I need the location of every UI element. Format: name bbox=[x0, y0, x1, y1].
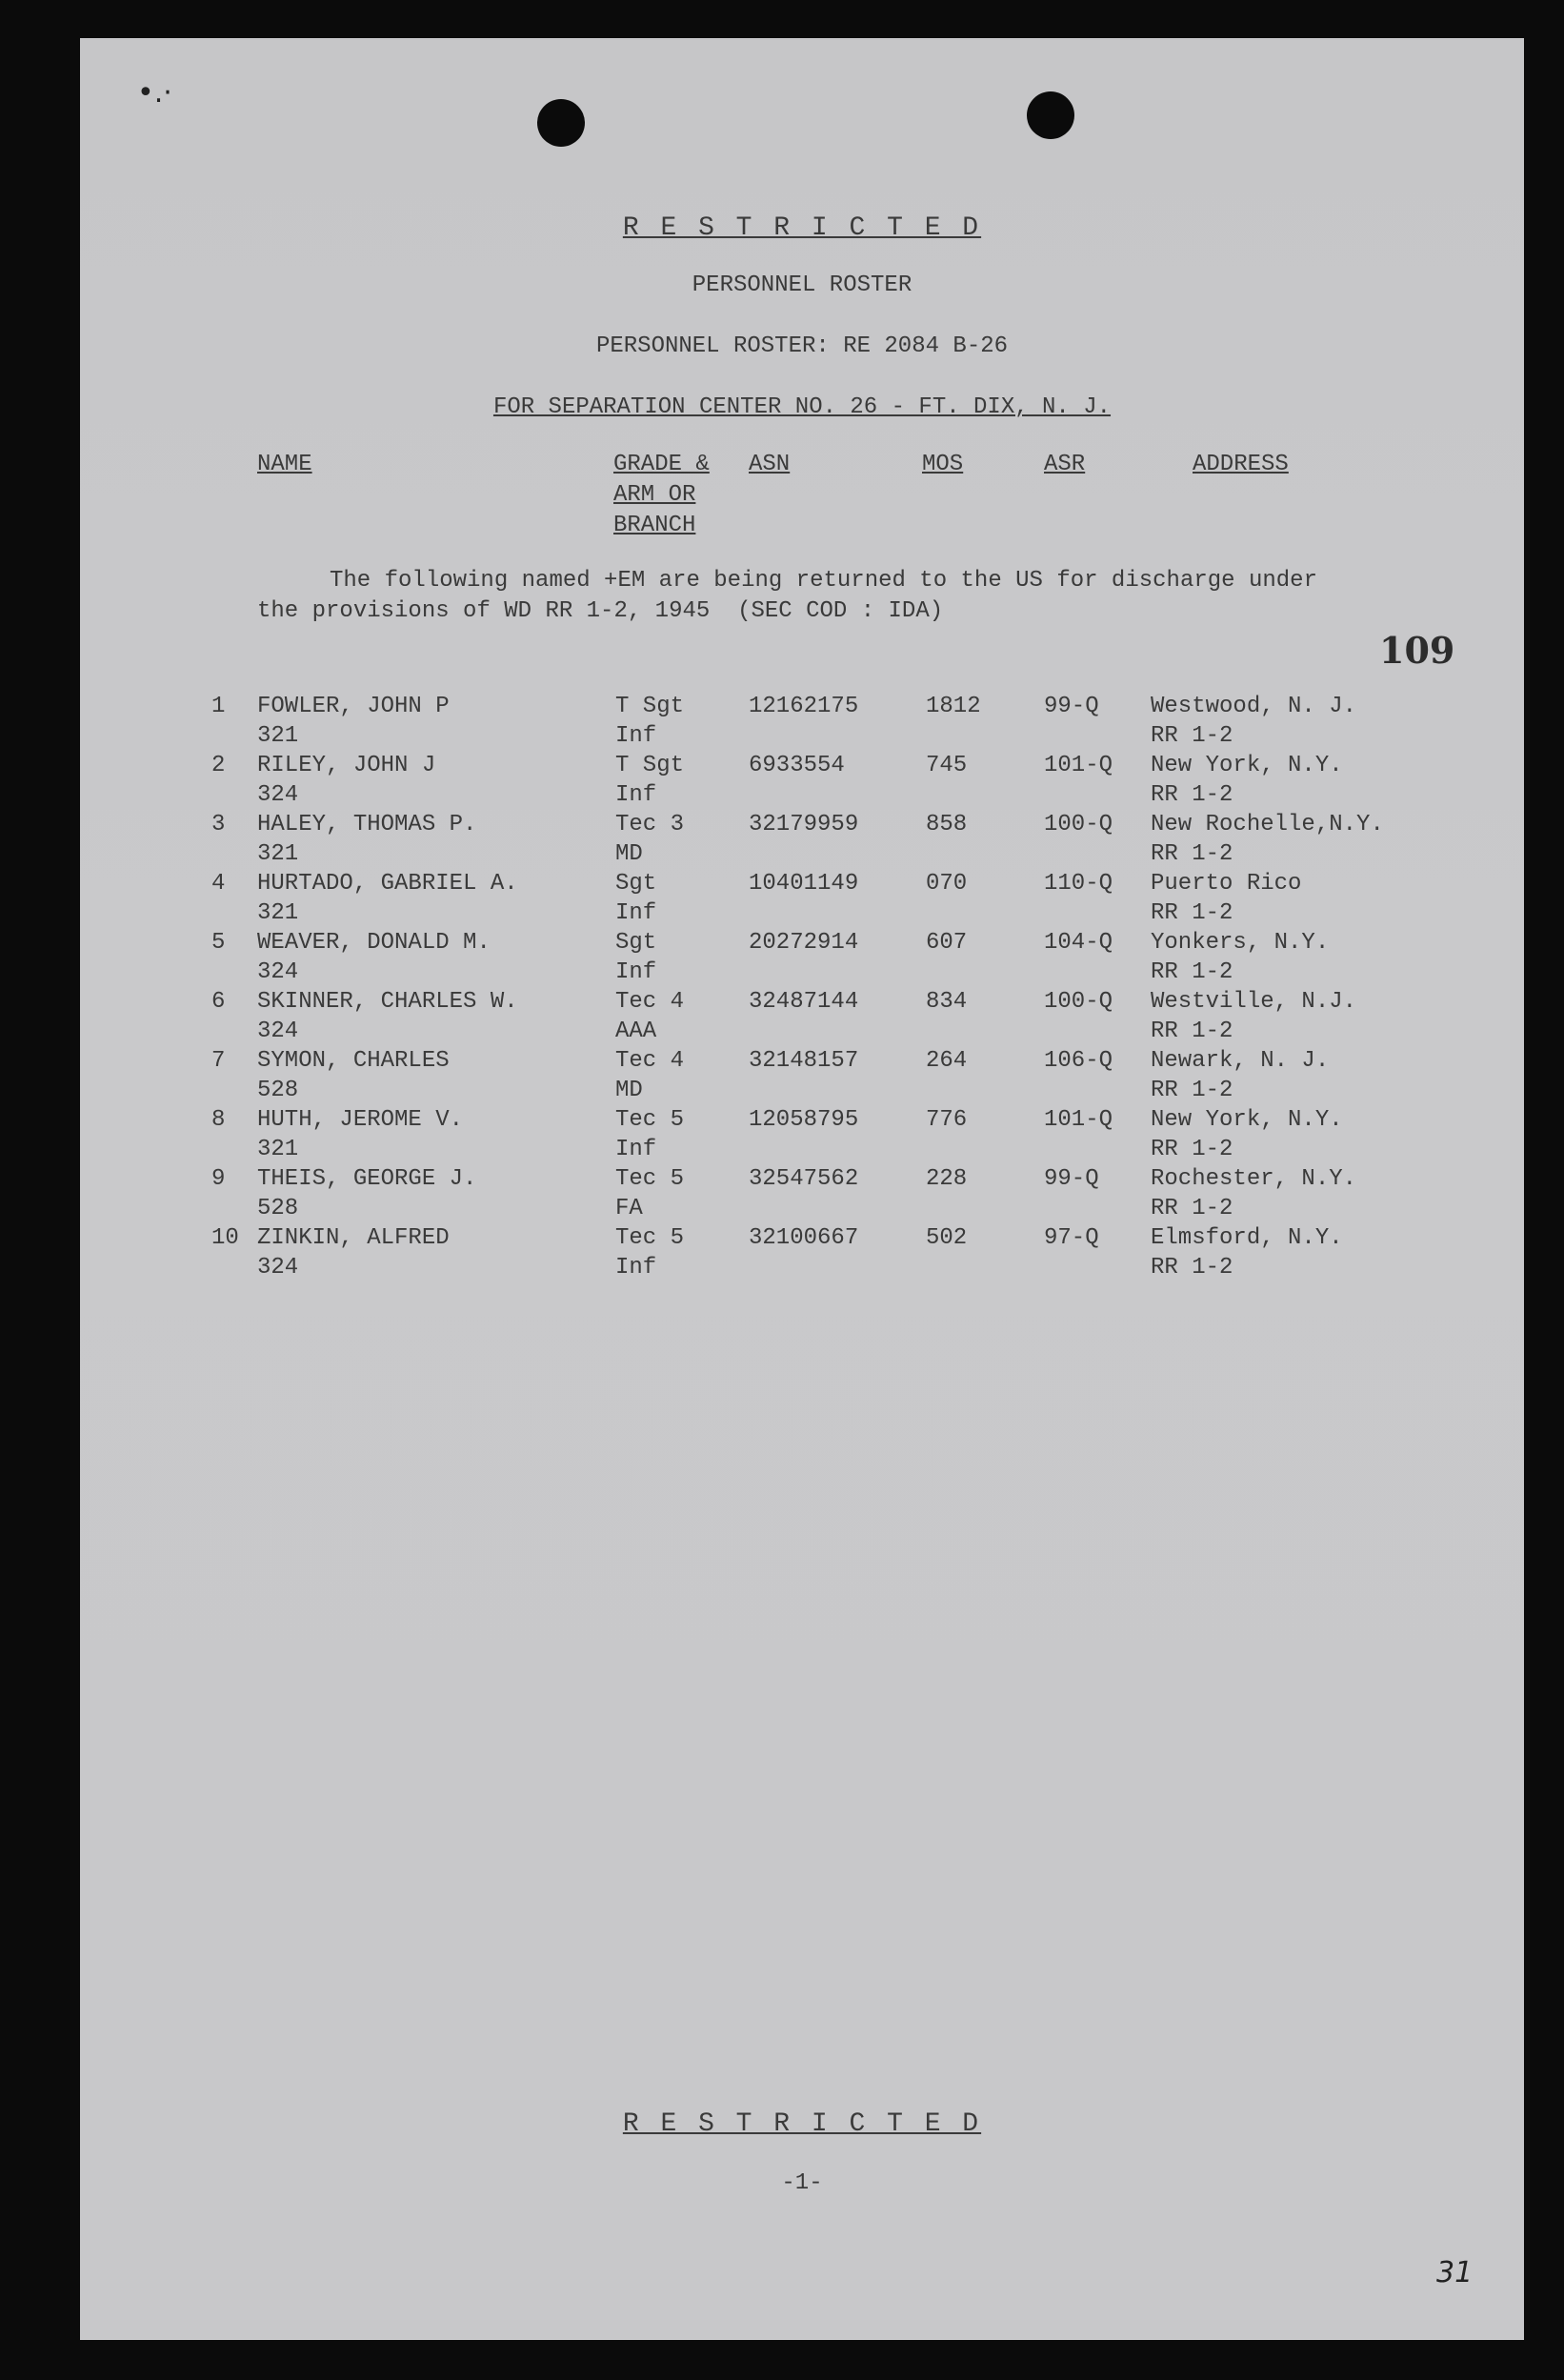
row-grade: T Sgt bbox=[615, 753, 685, 778]
row-code: 324 bbox=[257, 959, 299, 985]
row-grade: Sgt bbox=[615, 871, 657, 897]
row-name: SYMON, CHARLES bbox=[257, 1048, 450, 1074]
row-asr: 106-Q bbox=[1044, 1048, 1113, 1074]
row-number: 2 bbox=[211, 753, 226, 778]
row-code: 321 bbox=[257, 841, 299, 867]
row-grade: Tec 5 bbox=[615, 1107, 685, 1133]
row-branch: AAA bbox=[615, 1019, 657, 1044]
page-number: -1- bbox=[781, 2170, 823, 2196]
row-branch: Inf bbox=[615, 1255, 657, 1281]
row-rr: RR 1-2 bbox=[1151, 959, 1233, 985]
row-name: SKINNER, CHARLES W. bbox=[257, 989, 518, 1015]
row-branch: FA bbox=[615, 1196, 643, 1221]
col-header-grade: GRADE & bbox=[613, 452, 710, 477]
row-code: 528 bbox=[257, 1078, 299, 1103]
row-address: Westville, N.J. bbox=[1151, 989, 1357, 1015]
row-asr: 104-Q bbox=[1044, 930, 1113, 956]
table-row bbox=[80, 751, 1524, 810]
row-grade: Tec 4 bbox=[615, 989, 685, 1015]
handwritten-mark: 31 bbox=[1436, 2256, 1474, 2289]
row-rr: RR 1-2 bbox=[1151, 1196, 1233, 1221]
restricted-heading: R E S T R I C T E D bbox=[622, 213, 982, 243]
row-rr: RR 1-2 bbox=[1151, 723, 1233, 749]
ink-mark: •.· bbox=[137, 76, 172, 110]
row-asn: 10401149 bbox=[749, 871, 859, 897]
intro-line-2: the provisions of WD RR 1-2, 1945 (SEC COD : IDA) bbox=[257, 598, 944, 624]
row-address: Puerto Rico bbox=[1151, 871, 1302, 897]
row-address: Westwood, N. J. bbox=[1151, 694, 1357, 719]
row-asn: 20272914 bbox=[749, 930, 859, 956]
row-address: New York, N.Y. bbox=[1151, 1107, 1343, 1133]
roster-number: PERSONNEL ROSTER: RE 2084 B-26 bbox=[595, 333, 1009, 359]
row-mos: 264 bbox=[926, 1048, 968, 1074]
separation-center-line: FOR SEPARATION CENTER NO. 26 - FT. DIX, N. J. bbox=[492, 394, 1112, 420]
row-grade: Tec 5 bbox=[615, 1166, 685, 1192]
row-number: 6 bbox=[211, 989, 226, 1015]
row-address: New Rochelle,N.Y. bbox=[1151, 812, 1384, 837]
table-row bbox=[80, 987, 1524, 1046]
row-name: HURTADO, GABRIEL A. bbox=[257, 871, 518, 897]
row-number: 4 bbox=[211, 871, 226, 897]
row-number: 1 bbox=[211, 694, 226, 719]
row-grade: T Sgt bbox=[615, 694, 685, 719]
row-code: 321 bbox=[257, 900, 299, 926]
punch-hole-left bbox=[537, 99, 585, 147]
row-number: 8 bbox=[211, 1107, 226, 1133]
row-code: 324 bbox=[257, 782, 299, 808]
row-asn: 32547562 bbox=[749, 1166, 859, 1192]
table-row bbox=[80, 1105, 1524, 1164]
col-header-address: ADDRESS bbox=[1193, 452, 1289, 477]
row-asr: 101-Q bbox=[1044, 1107, 1113, 1133]
table-row bbox=[80, 692, 1524, 751]
roster-title: PERSONNEL ROSTER bbox=[692, 272, 912, 298]
row-address: Newark, N. J. bbox=[1151, 1048, 1330, 1074]
row-asn: 32148157 bbox=[749, 1048, 859, 1074]
col-header-branch: BRANCH bbox=[613, 513, 696, 538]
row-number: 5 bbox=[211, 930, 226, 956]
row-mos: 1812 bbox=[926, 694, 981, 719]
row-asr: 110-Q bbox=[1044, 871, 1113, 897]
row-rr: RR 1-2 bbox=[1151, 782, 1233, 808]
row-mos: 834 bbox=[926, 989, 968, 1015]
row-code: 324 bbox=[257, 1019, 299, 1044]
row-grade: Tec 4 bbox=[615, 1048, 685, 1074]
table-row bbox=[80, 928, 1524, 987]
row-branch: Inf bbox=[615, 959, 657, 985]
col-header-asn: ASN bbox=[749, 452, 791, 477]
row-asr: 100-Q bbox=[1044, 989, 1113, 1015]
row-name: RILEY, JOHN J bbox=[257, 753, 436, 778]
row-number: 3 bbox=[211, 812, 226, 837]
row-name: THEIS, GEORGE J. bbox=[257, 1166, 477, 1192]
row-address: New York, N.Y. bbox=[1151, 753, 1343, 778]
row-name: HALEY, THOMAS P. bbox=[257, 812, 477, 837]
punch-hole-right bbox=[1027, 91, 1074, 139]
row-grade: Sgt bbox=[615, 930, 657, 956]
col-header-name: NAME bbox=[257, 452, 312, 477]
row-number: 9 bbox=[211, 1166, 226, 1192]
row-branch: Inf bbox=[615, 782, 657, 808]
row-branch: MD bbox=[615, 1078, 643, 1103]
row-name: HUTH, JEROME V. bbox=[257, 1107, 464, 1133]
table-row bbox=[80, 1046, 1524, 1105]
row-name: WEAVER, DONALD M. bbox=[257, 930, 491, 956]
row-grade: Tec 5 bbox=[615, 1225, 685, 1251]
row-code: 321 bbox=[257, 1137, 299, 1162]
table-row bbox=[80, 1223, 1524, 1282]
row-asr: 99-Q bbox=[1044, 1166, 1099, 1192]
col-header-arm: ARM OR bbox=[613, 482, 696, 508]
row-branch: Inf bbox=[615, 723, 657, 749]
row-asr: 97-Q bbox=[1044, 1225, 1099, 1251]
row-rr: RR 1-2 bbox=[1151, 1137, 1233, 1162]
row-grade: Tec 3 bbox=[615, 812, 685, 837]
col-header-mos: MOS bbox=[922, 452, 964, 477]
row-rr: RR 1-2 bbox=[1151, 841, 1233, 867]
row-mos: 502 bbox=[926, 1225, 968, 1251]
row-mos: 607 bbox=[926, 930, 968, 956]
row-branch: Inf bbox=[615, 1137, 657, 1162]
table-row bbox=[80, 1164, 1524, 1223]
row-asn: 12162175 bbox=[749, 694, 859, 719]
table-row bbox=[80, 869, 1524, 928]
row-code: 528 bbox=[257, 1196, 299, 1221]
row-rr: RR 1-2 bbox=[1151, 1255, 1233, 1281]
row-asn: 12058795 bbox=[749, 1107, 859, 1133]
row-asr: 99-Q bbox=[1044, 694, 1099, 719]
row-code: 321 bbox=[257, 723, 299, 749]
row-asn: 32100667 bbox=[749, 1225, 859, 1251]
row-asr: 100-Q bbox=[1044, 812, 1113, 837]
col-header-asr: ASR bbox=[1044, 452, 1086, 477]
table-row bbox=[80, 810, 1524, 869]
row-number: 10 bbox=[211, 1225, 239, 1251]
row-number: 7 bbox=[211, 1048, 226, 1074]
row-asn: 32179959 bbox=[749, 812, 859, 837]
row-code: 324 bbox=[257, 1255, 299, 1281]
row-address: Rochester, N.Y. bbox=[1151, 1166, 1357, 1192]
row-branch: Inf bbox=[615, 900, 657, 926]
row-address: Yonkers, N.Y. bbox=[1151, 930, 1330, 956]
row-asn: 6933554 bbox=[749, 753, 845, 778]
row-rr: RR 1-2 bbox=[1151, 1078, 1233, 1103]
row-name: FOWLER, JOHN P bbox=[257, 694, 450, 719]
document-page bbox=[80, 38, 1524, 2340]
row-mos: 776 bbox=[926, 1107, 968, 1133]
row-mos: 228 bbox=[926, 1166, 968, 1192]
intro-line-1: The following named +EM are being returned to the US for discharge under bbox=[330, 568, 1317, 594]
row-mos: 745 bbox=[926, 753, 968, 778]
row-mos: 070 bbox=[926, 871, 968, 897]
page-stamp-number: 109 bbox=[1379, 629, 1455, 672]
row-branch: MD bbox=[615, 841, 643, 867]
row-mos: 858 bbox=[926, 812, 968, 837]
row-name: ZINKIN, ALFRED bbox=[257, 1225, 450, 1251]
row-rr: RR 1-2 bbox=[1151, 900, 1233, 926]
row-asn: 32487144 bbox=[749, 989, 859, 1015]
restricted-footer: R E S T R I C T E D bbox=[622, 2109, 982, 2139]
row-address: Elmsford, N.Y. bbox=[1151, 1225, 1343, 1251]
row-asr: 101-Q bbox=[1044, 753, 1113, 778]
row-rr: RR 1-2 bbox=[1151, 1019, 1233, 1044]
